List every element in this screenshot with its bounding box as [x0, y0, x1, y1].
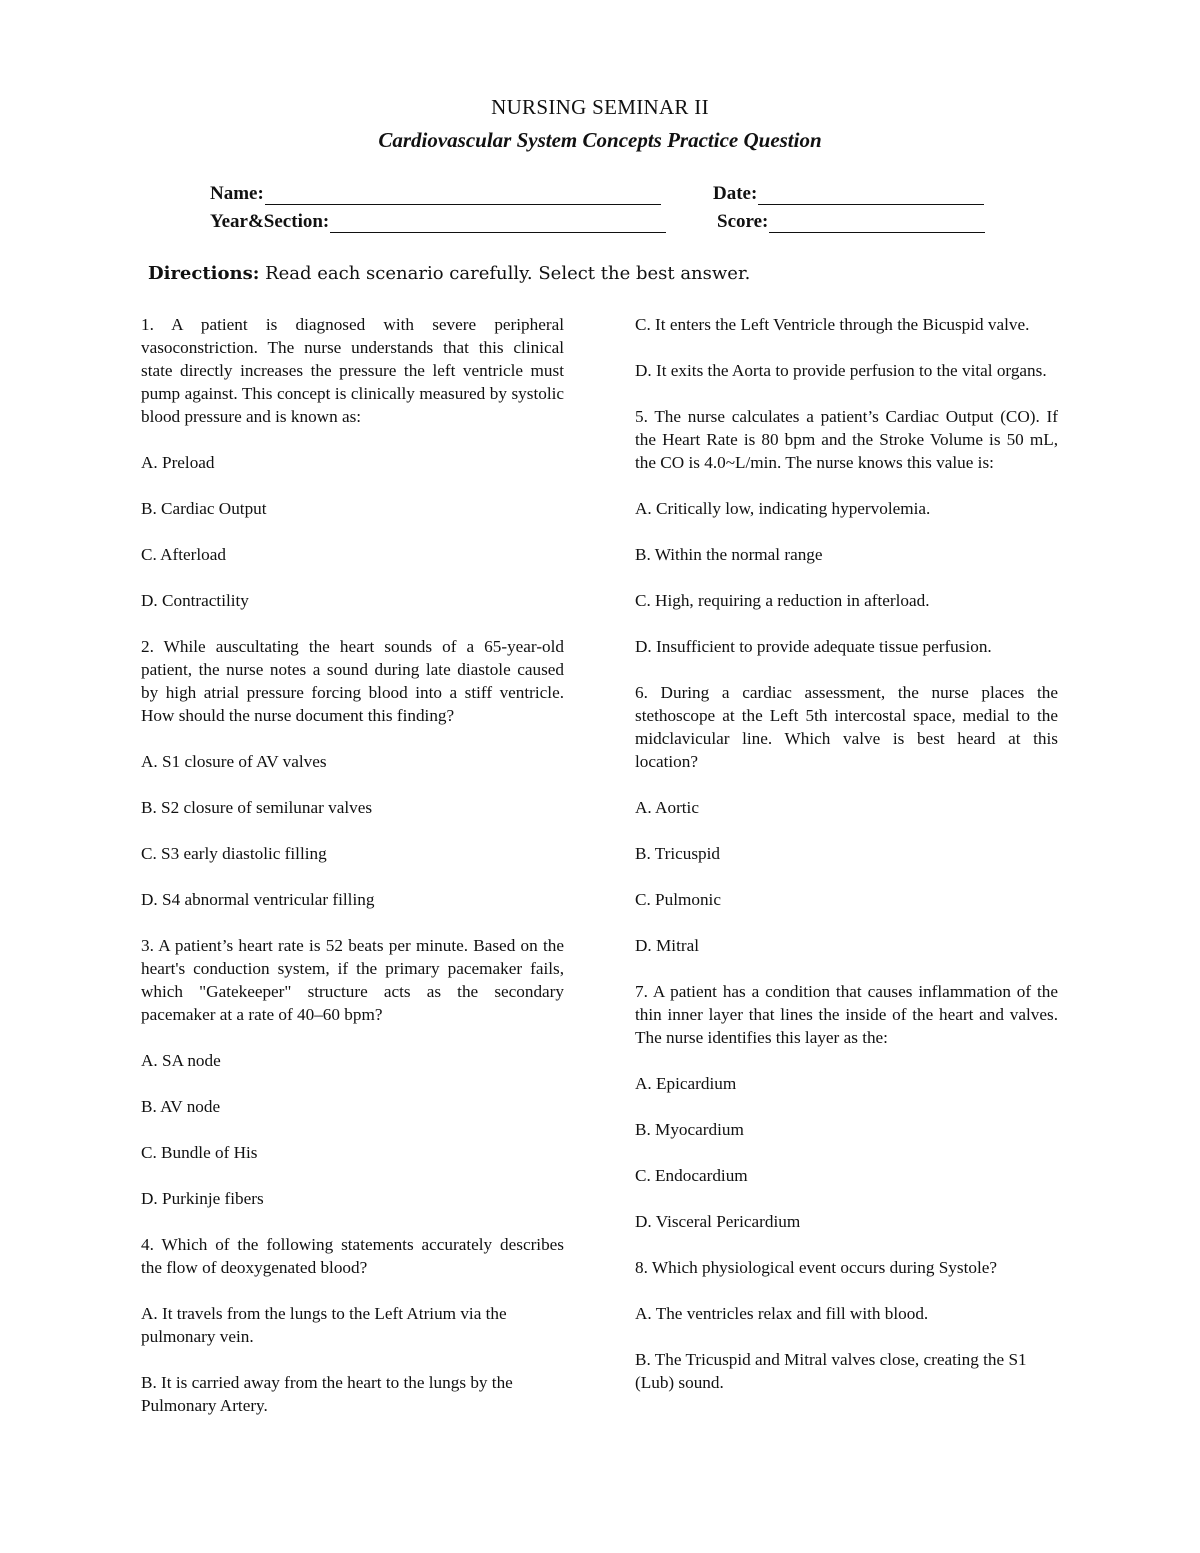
answer-option[interactable]: A. S1 closure of AV valves [141, 752, 327, 771]
answer-option[interactable]: C. Endocardium [635, 1166, 748, 1185]
year-section-label: Year&Section: [210, 211, 330, 232]
answer-option[interactable]: C. Bundle of His [141, 1143, 258, 1162]
answer-option[interactable]: B. Tricuspid [635, 844, 721, 863]
answer-option[interactable]: B. AV node [141, 1097, 221, 1116]
answer-option[interactable]: C. Afterload [141, 545, 226, 564]
answer-option[interactable]: B. It is carried away from the heart to the lungs by the Pulmonary Artery. [141, 1373, 513, 1415]
name-field[interactable] [210, 183, 661, 205]
document-subtitle: Cardiovascular System Concepts Practice Question [378, 128, 822, 152]
answer-option[interactable]: A. It travels from the lungs to the Left Atrium via the pulmonary vein. [141, 1304, 507, 1346]
score-label: Score: [717, 211, 769, 232]
question-stem: 2. While auscultating the heart sounds of a 65-year-old patient, the nurse notes a sound during late diastole caused by high atrial pressure forcing blood into a stiff ventricle. How should the nurse document this finding? [141, 637, 564, 725]
score-field[interactable] [717, 211, 985, 233]
right-column [635, 313, 1058, 1394]
answer-option[interactable]: D. S4 abnormal ventricular filling [141, 890, 375, 909]
name-blank[interactable] [265, 186, 661, 205]
answer-option[interactable]: D. Insufficient to provide adequate tissue perfusion. [635, 637, 992, 656]
answer-option[interactable]: C. High, requiring a reduction in afterload. [635, 591, 930, 610]
question-stem: 4. Which of the following statements accurately describes the flow of deoxygenated blood? [141, 1235, 564, 1277]
answer-option[interactable]: B. Myocardium [635, 1120, 744, 1139]
answer-option[interactable]: C. It enters the Left Ventricle through the Bicuspid valve. [635, 315, 1030, 334]
answer-option[interactable]: D. Mitral [635, 936, 699, 955]
document-title: NURSING SEMINAR II [491, 95, 709, 119]
answer-option[interactable]: A. Preload [141, 453, 215, 472]
date-label: Date: [713, 183, 758, 204]
year-section-field[interactable] [210, 211, 666, 233]
answer-option[interactable]: D. It exits the Aorta to provide perfusion to the vital organs. [635, 361, 1047, 380]
answer-option[interactable]: B. Within the normal range [635, 545, 823, 564]
answer-option[interactable]: D. Visceral Pericardium [635, 1212, 801, 1231]
question-stem: 8. Which physiological event occurs during Systole? [635, 1258, 997, 1277]
answer-option[interactable]: D. Purkinje fibers [141, 1189, 264, 1208]
answer-option[interactable]: C. Pulmonic [635, 890, 721, 909]
question-stem: 1. A patient is diagnosed with severe peripheral vasoconstriction. The nurse understands that this clinical state directly increases the pressure the left ventricle must pump against. This concept is clinically measured by systolic blood pressure and is known as: [141, 315, 564, 426]
left-column [141, 313, 564, 1417]
answer-option[interactable]: A. Aortic [635, 798, 699, 817]
answer-option[interactable]: B. The Tricuspid and Mitral valves close, creating the S1 (Lub) sound. [635, 1350, 1027, 1392]
question-stem: 7. A patient has a condition that causes inflammation of the thin inner layer that lines the inside of the heart and valves. The nurse identifies this layer as the: [635, 982, 1058, 1047]
directions-label: Directions: [148, 263, 260, 284]
answer-option[interactable]: D. Contractility [141, 591, 249, 610]
answer-option[interactable]: A. The ventricles relax and fill with blood. [635, 1304, 929, 1323]
answer-option[interactable]: B. Cardiac Output [141, 499, 267, 518]
date-field[interactable] [713, 183, 984, 205]
answer-option[interactable]: A. Epicardium [635, 1074, 737, 1093]
score-blank[interactable] [769, 214, 985, 233]
name-label: Name: [210, 183, 264, 204]
directions [148, 263, 750, 284]
answer-option[interactable]: C. S3 early diastolic filling [141, 844, 327, 863]
answer-option[interactable]: A. SA node [141, 1051, 221, 1070]
answer-option[interactable]: A. Critically low, indicating hypervolemia. [635, 499, 931, 518]
question-stem: 3. A patient’s heart rate is 52 beats per minute. Based on the heart's conduction system, if the primary pacemaker fails, which "Gatekeeper" structure acts as the secondary pacemaker at a rate of 40–60 bpm? [141, 936, 564, 1024]
year-section-blank[interactable] [330, 214, 666, 233]
directions-text: Read each scenario carefully. Select the best answer. [259, 263, 751, 284]
question-stem: 5. The nurse calculates a patient’s Cardiac Output (CO). If the Heart Rate is 80 bpm and the Stroke Volume is 50 mL, the CO is 4.0~L/min. The nurse knows this value is: [635, 407, 1058, 472]
date-blank[interactable] [758, 186, 984, 205]
answer-option[interactable]: B. S2 closure of semilunar valves [141, 798, 373, 817]
question-stem: 6. During a cardiac assessment, the nurse places the stethoscope at the Left 5th intercostal space, medial to the midclavicular line. Which valve is best heard at this location? [635, 683, 1058, 771]
